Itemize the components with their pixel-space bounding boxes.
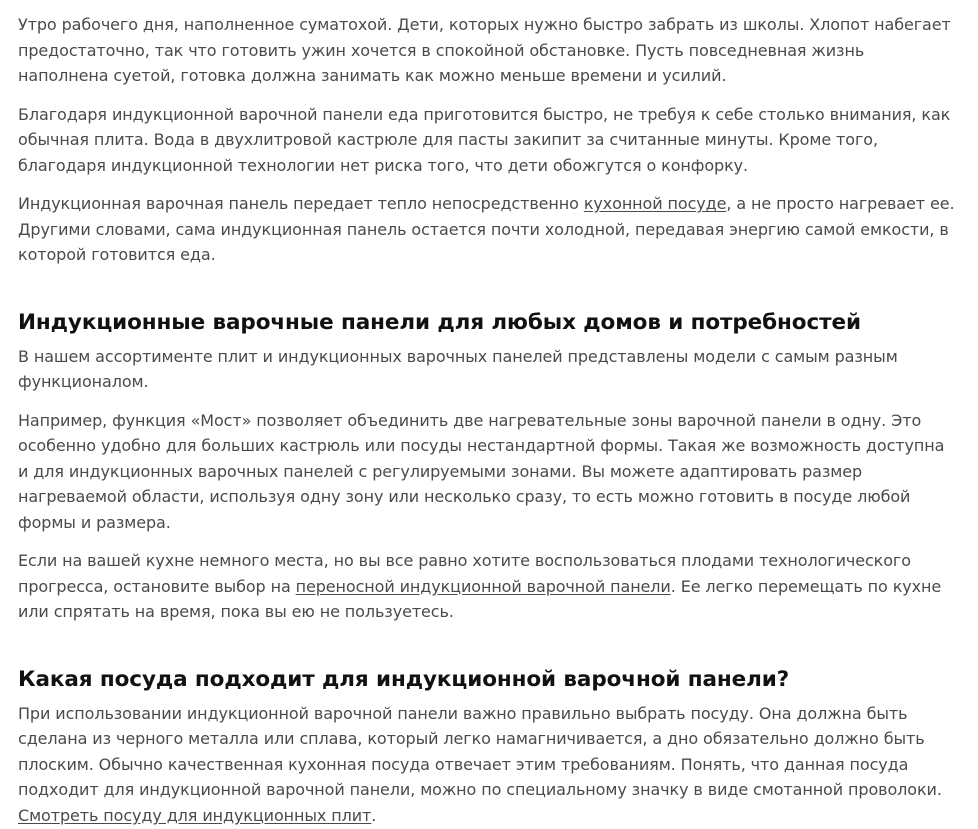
paragraph-heat-transfer xyxy=(18,191,958,268)
paragraph-bridge-function: Например, функция «Мост» позволяет объединить две нагревательные зоны варочной панели в одну. Это особенно удобно для больших кастрюль или посуды нестандартной формы. Такая же возможность доступна и для индукционных варочных панелей с регулируемыми зонами. Вы можете адаптировать размер нагреваемой области, используя одну зону или несколько сразу, то есть можно готовить в посуде любой формы и размера. xyxy=(18,410,945,532)
paragraph-text: , а не просто нагревает ее. Другими словами, сама индукционная панель остается почти холодной, передавая энергию самой емкости, в которой готовится еда. xyxy=(18,194,955,264)
section-heading-cookware: Какая посуда подходит для индукционной варочной панели? xyxy=(18,666,790,692)
paragraph-portable xyxy=(18,548,958,625)
induction-cookware-link[interactable]: Смотреть посуду для индукционных плит xyxy=(18,805,372,825)
cookware-link[interactable]: кухонной посуде xyxy=(583,194,727,213)
paragraph-intro: Утро рабочего дня, наполненное суматохой. Дети, которых нужно быстро забрать из школы. Хлопот набегает предостаточно, так что готовить ужин хочется в спокойной обстановке. Пусть повседневная жизнь наполнена суетой, готовка должна занимать как можно меньше времени и усилий. xyxy=(18,15,951,85)
paragraph-assortment: В нашем ассортименте плит и индукционных варочных панелей представлены модели с самым разным функционалом. xyxy=(18,346,898,391)
portable-hob-link[interactable]: переносной индукционной варочной панели xyxy=(295,576,671,596)
paragraph-text: При использовании индукционной варочной панели важно правильно выбрать посуду. Она должна быть сделана из черного металла или сплава, который легко намагничивается, а дно обязательно должно быть плоским. Обычно качественная кухонная посуда отвечает этим требованиям. Понять, что данная посуда подходит для индукционной варочной панели, можно по специальному значку в виде смотанной проволоки. xyxy=(18,703,942,799)
paragraph-cookware-choice xyxy=(18,701,958,829)
paragraph-text: Если на вашей кухне немного места, но вы все равно хотите воспользоваться плодами технологического прогресса, остановите выбор на xyxy=(18,551,911,596)
paragraph-text: Индукционная варочная панель передает тепло непосредственно xyxy=(18,194,584,213)
paragraph-text: . xyxy=(371,805,377,825)
paragraph-speed: Благодаря индукционной варочной панели еда приготовится быстро, не требуя к себе столько внимания, как обычная плита. Вода в двухлитровой кастрюле для пасты закипит за считанные минуты. Кроме того, благодаря индукционной технологии нет риска того, что дети обожгутся о конфорку. xyxy=(18,104,951,175)
paragraph-text: . Ее легко перемещать по кухне или спрятать на время, пока вы ею не пользуетесь. xyxy=(18,576,942,621)
section-heading-any-homes: Индукционные варочные панели для любых домов и потребностей xyxy=(18,309,861,335)
